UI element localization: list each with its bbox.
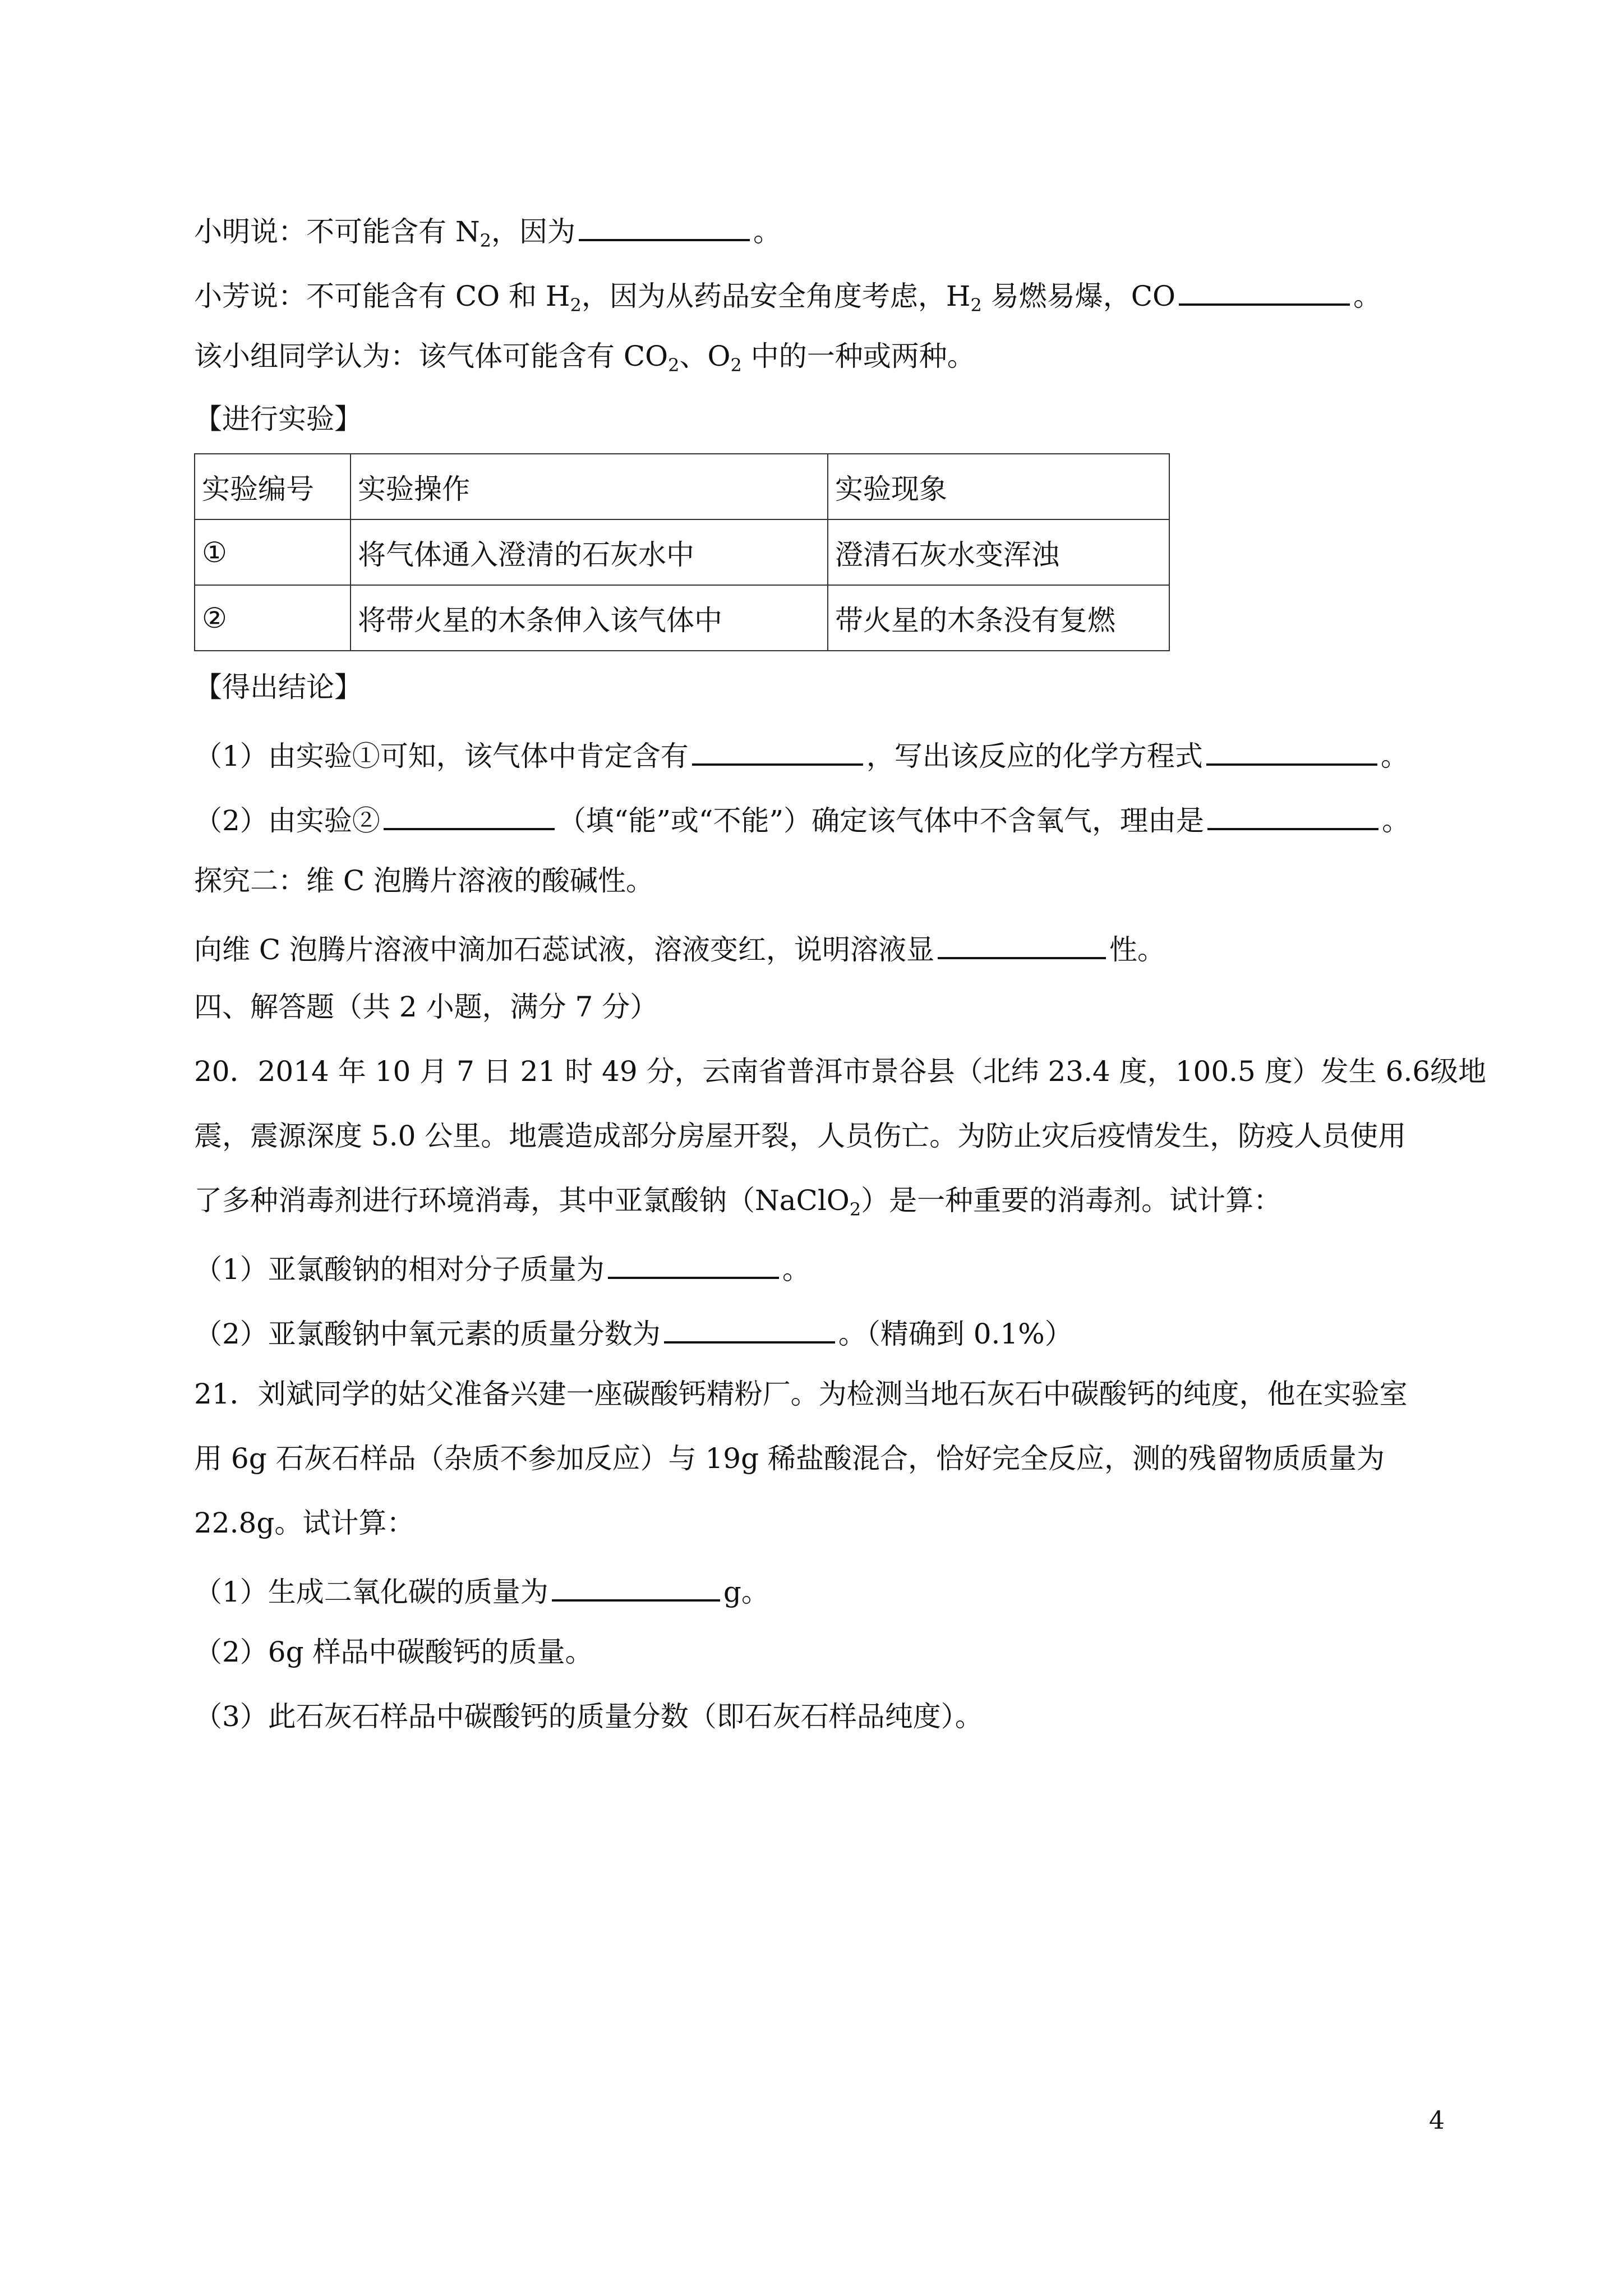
line-xiaofang: 小芳说：不可能含有 CO 和 $H_2$，因为从药品安全角度考虑，$H_2$ 易燃易爆，CO 。 [194, 272, 1381, 325]
answer-blank[interactable] [579, 208, 750, 241]
conclusion-1: （1）由实验①可知，该气体中肯定含有 ，写出该反应的化学方程式 。 [194, 732, 1409, 776]
line-group-opinion: 该小组同学认为：该气体可能含有 $CO_2$、$O_2$ 中的一种或两种。 [194, 340, 975, 376]
part-four-heading: 四、解答题（共 2 小题，满分 7 分） [194, 991, 658, 1023]
answer-blank[interactable] [1179, 272, 1350, 306]
table-header-row [195, 454, 1169, 519]
table-header-cell: 实验操作 [351, 454, 828, 519]
section-conclusion-heading: 【得出结论】 [194, 671, 362, 703]
answer-blank[interactable] [1207, 797, 1378, 830]
table-cell: 带火星的木条没有复燃 [828, 585, 1169, 651]
table-cell: 澄清石灰水变浑浊 [828, 519, 1169, 585]
question-21-line-3: 22.8g。试计算： [194, 1507, 415, 1539]
question-21-sub-2: （2）6g 样品中碳酸钙的质量。 [194, 1636, 593, 1668]
answer-blank[interactable] [552, 1568, 720, 1602]
question-20-sub-1: （1）亚氯酸钠的相对分子质量为 。 [194, 1245, 810, 1289]
table-row [195, 585, 1169, 651]
line-xiaoming: 小明说：不可能含有 $N_2$，因为 。 [194, 208, 781, 260]
table-cell: ② [195, 585, 351, 651]
question-20-sub-2: （2）亚氯酸钠中氧元素的质量分数为 。（精确到 0.1%） [194, 1310, 1073, 1354]
experiment-table [194, 453, 1170, 651]
table-row [195, 519, 1169, 585]
section-experiment-heading: 【进行实验】 [194, 403, 362, 435]
table-header-cell: 实验编号 [195, 454, 351, 519]
question-21-sub-3: （3）此石灰石样品中碳酸钙的质量分数（即石灰石样品纯度）。 [194, 1700, 983, 1733]
table-cell: 将带火星的木条伸入该气体中 [351, 585, 828, 651]
question-21-sub-1: （1）生成二氧化碳的质量为 g。 [194, 1568, 769, 1612]
conclusion-2: （2）由实验② （填“能”或“不能”）确定该气体中不含氧气，理由是 。 [194, 797, 1410, 840]
answer-blank[interactable] [384, 797, 555, 830]
question-20-line-3: 了多种消毒剂进行环境消毒，其中亚氯酸钠（NaClO$_2$）是一种重要的消毒剂。试计算： [194, 1184, 1282, 1220]
question-20-line-1: 20．2014 年 10 月 7 日 21 时 49 分，云南省普洱市景谷县（北纬 23.4 度，100.5 度）发生 6.6级地 [194, 1055, 1487, 1088]
answer-blank[interactable] [664, 1310, 835, 1343]
answer-blank[interactable] [1206, 732, 1377, 766]
question-21-line-1: 21．刘斌同学的姑父准备兴建一座碳酸钙精粉厂。为检测当地石灰石中碳酸钙的纯度，他在实验室 [194, 1378, 1408, 1410]
answer-blank[interactable] [938, 926, 1106, 959]
explore-two-heading: 探究二：维 C 泡腾片溶液的酸碱性。 [194, 864, 654, 897]
answer-blank[interactable] [608, 1245, 779, 1279]
table-header-cell: 实验现象 [828, 454, 1169, 519]
question-21-line-2: 用 6g 石灰石样品（杂质不参加反应）与 19g 稀盐酸混合，恰好完全反应，测的残留物质质量为 [194, 1442, 1385, 1475]
question-20-line-2: 震，震源深度 5.0 公里。地震造成部分房屋开裂，人员伤亡。为防止灾后疫情发生，防疫人员使用 [194, 1120, 1407, 1152]
page-number: 4 [1429, 2106, 1445, 2135]
answer-blank[interactable] [692, 732, 863, 766]
explore-two-question: 向维 C 泡腾片溶液中滴加石蕊试液，溶液变红，说明溶液显 性。 [194, 926, 1165, 969]
table-cell: ① [195, 519, 351, 585]
table-cell: 将气体通入澄清的石灰水中 [351, 519, 828, 585]
